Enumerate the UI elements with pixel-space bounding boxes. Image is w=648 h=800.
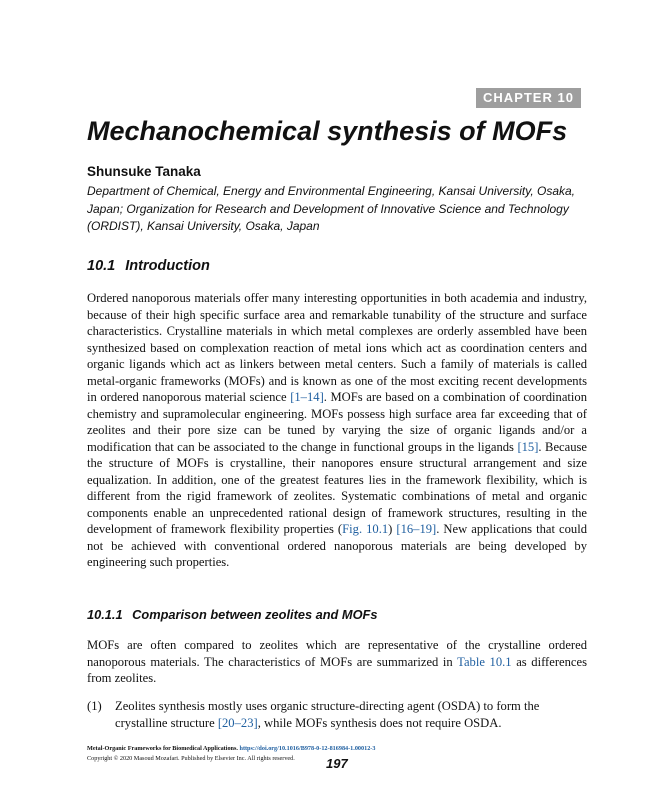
page-number: 197 <box>326 756 348 771</box>
paragraph-text: . MOFs are based on a combination of coordination chemistry and supramolecular engineering. MOFs possess high surface area far exceeding that of zeolites and their pore size can be tuned by varying the size of organic ligands and/or a modification that can be associated to the change in functional groups in the ligands <box>87 390 587 454</box>
table-link[interactable]: Table 10.1 <box>457 654 512 669</box>
intro-paragraph <box>87 290 587 571</box>
section-number: 10.1 <box>87 258 116 274</box>
citation-link[interactable]: [20–23] <box>217 715 258 730</box>
paragraph-text: . New applications that could not be achieved with conventional ordered nanoporous materials are being developed by engineering such properties. <box>87 522 587 569</box>
doi-link[interactable]: https://doi.org/10.1016/B978-0-12-816984-1.00012-3 <box>239 745 376 752</box>
citation-link[interactable]: [16–19] <box>396 522 437 536</box>
chapter-title: Mechanochemical synthesis of MOFs <box>87 116 568 146</box>
list-marker: (1) <box>87 699 102 713</box>
subsection-heading <box>87 607 377 622</box>
paragraph-text: Ordered nanoporous materials offer many interesting opportunities in both academia and industry, because of their high specific surface area and remarkable tunability of the structure and surface characteristics. Crystalline materials in which metal complexes are orderly assembled have been synthesized based on complexation reaction of metal ions which act as coordination centers and organic ligands which act as linkers between metal centers. Such a family of materials is called metal-organic frameworks (MOFs) and is known as one of the most exciting recent developments in ordered nanoporous material science <box>87 291 587 404</box>
paragraph-text: as differences from zeolites. <box>87 654 587 685</box>
chapter-badge: CHAPTER 10 <box>476 88 581 108</box>
paragraph-text: MOFs are often compared to zeolites which are representative of the crystalline ordered nanoporous materials. The characteristics of MOFs are summarized in <box>87 638 587 669</box>
book-title: Metal-Organic Frameworks for Biomedical Applications. <box>87 745 238 752</box>
paragraph-text: Zeolites synthesis mostly uses organic structure-directing agent (OSDA) to form the crystalline structure <box>115 699 540 730</box>
subsection-number: 10.1.1 <box>87 607 123 622</box>
author-affiliation: Department of Chemical, Energy and Environmental Engineering, Kansai University, Osaka, Japan; Organization for Research and Development of Innovative Science and Technology (ORDIST), Kansai University, Osaka, Japan <box>87 184 576 233</box>
citation-link[interactable]: [1–14] <box>290 390 324 404</box>
section-heading <box>87 258 210 274</box>
paragraph-text: . Because the structure of MOFs is crystalline, their nanopores ensure structural arrangement and size equalization. In addition, one of the greatest features lies in the framework flexibility, which is different from the rigid framework of zeolites. Systematic combinations of metal and organic components enable an unprecedented rational design of framework structures, resulting in the development of framework flexibility properties ( <box>87 439 587 536</box>
paragraph-text: , while MOFs synthesis does not require OSDA. <box>257 715 502 730</box>
figure-link[interactable]: Fig. 10.1 <box>342 522 389 536</box>
section-title: Introduction <box>125 258 210 274</box>
list-item <box>87 698 587 731</box>
comparison-paragraph <box>87 637 587 687</box>
list-item-text <box>115 698 587 731</box>
footer-copyright: Copyright © 2020 Masoud Mozafari. Published by Elsevier Inc. All rights reserved. <box>87 755 295 762</box>
author-name: Shunsuke Tanaka <box>87 164 201 179</box>
paragraph-text: ) <box>388 522 397 536</box>
citation-link[interactable]: [15] <box>517 439 539 454</box>
footer-source <box>87 745 375 752</box>
subsection-title: Comparison between zeolites and MOFs <box>132 607 378 622</box>
